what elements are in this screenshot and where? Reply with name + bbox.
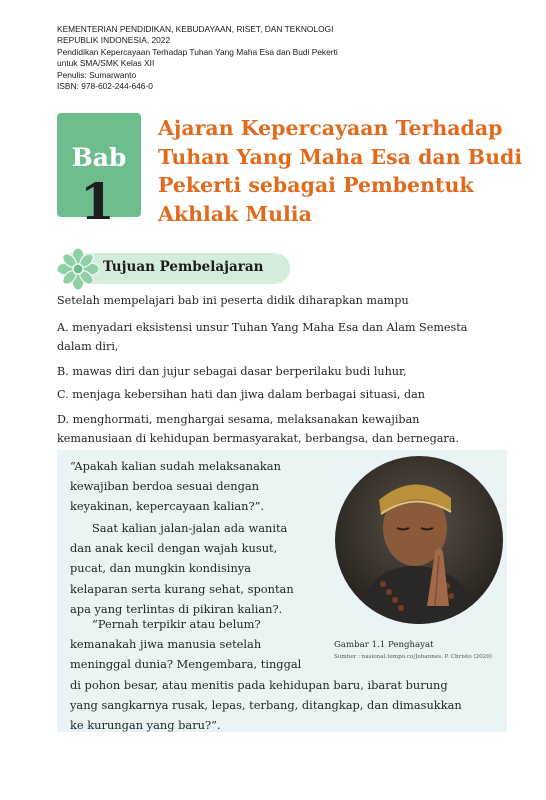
reflection-line: apa yang terlintas di pikiran kalian?. bbox=[70, 601, 283, 616]
reflection-line: ke kurungan yang baru?”. bbox=[70, 718, 221, 733]
goal-line: A. menyadari eksistensi unsur Tuhan Yang Maha Esa dan Alam Semesta bbox=[57, 321, 468, 334]
chapter-number: 1 bbox=[80, 172, 115, 231]
reflection-line: meninggal dunia? Mengembara, tinggal bbox=[70, 657, 302, 672]
goal-item-c bbox=[57, 385, 517, 404]
reflection-paragraph-3 bbox=[70, 614, 462, 735]
reflection-line: “Pernah terpikir atau belum? bbox=[92, 617, 261, 631]
header-line: Pendidikan Kepercayaan Terhadap Tuhan Yang Maha Esa dan Budi Pekerti bbox=[57, 46, 338, 57]
figure-source: Sumber : nasional.tempo.co/Johannes. P. Christo (2020) bbox=[334, 654, 492, 660]
title-line: Ajaran Kepercayaan Terhadap bbox=[158, 116, 503, 140]
chapter-title bbox=[158, 114, 528, 228]
title-line: Pekerti sebagai Pembentuk bbox=[158, 173, 474, 197]
goal-line: D. menghormati, menghargai sesama, melaksanakan kewajiban bbox=[57, 413, 420, 426]
goals-heading: Tujuan Pembelajaran bbox=[103, 259, 264, 275]
reflection-line: kemanakah jiwa manusia setelah bbox=[70, 637, 262, 652]
goal-item-d bbox=[57, 410, 517, 448]
header-line: REPUBLIK INDONESIA, 2022 bbox=[57, 35, 171, 46]
figure-photo bbox=[335, 456, 503, 624]
reflection-line: Saat kalian jalan-jalan ada wanita bbox=[92, 521, 288, 535]
reflection-line: pucat, dan mungkin kondisinya bbox=[70, 561, 252, 576]
book-header bbox=[57, 24, 497, 92]
title-line: Tuhan Yang Maha Esa dan Budi bbox=[158, 144, 523, 169]
goal-line: dalam diri, bbox=[57, 340, 119, 353]
reflection-paragraph-2 bbox=[70, 518, 294, 619]
reflection-line: yang sangkarnya rusak, lepas, terbang, ditangkap, dan dimasukkan bbox=[70, 697, 462, 712]
title-line: Akhlak Mulia bbox=[158, 201, 312, 226]
header-line: KEMENTERIAN PENDIDIKAN, KEBUDAYAAN, RISET, DAN TEKNOLOGI bbox=[57, 24, 334, 34]
praying-person-image bbox=[335, 456, 503, 624]
header-line: untuk SMA/SMK Kelas XII bbox=[57, 58, 155, 69]
reflection-line: keyakinan, kepercayaan kalian?”. bbox=[70, 499, 265, 514]
figure-caption: Gambar 1.1 Penghayat bbox=[334, 640, 434, 650]
header-line: ISBN: 978-602-244-646-0 bbox=[57, 81, 153, 92]
goal-line: kemanusiaan di kehidupan bermasyarakat, berbangsa, dan bernegara. bbox=[57, 432, 459, 445]
reflection-paragraph-1 bbox=[70, 456, 281, 517]
chapter-label: Bab bbox=[71, 143, 127, 172]
flower-emblem-icon bbox=[57, 248, 99, 290]
goal-item-b bbox=[57, 362, 517, 381]
goal-line: B. mawas diri dan jujur sebagai dasar berperilaku budi luhur, bbox=[57, 365, 407, 378]
goals-intro: Setelah mempelajari bab ini peserta didik diharapkan mampu bbox=[57, 294, 409, 307]
reflection-line: kelaparan serta kurang sehat, spontan bbox=[70, 581, 294, 596]
goal-line: C. menjaga kebersihan hati dan jiwa dalam berbagai situasi, dan bbox=[57, 388, 425, 401]
goal-item-a bbox=[57, 318, 517, 356]
reflection-line: di pohon besar, atau menitis pada kehidupan baru, ibarat burung bbox=[70, 677, 448, 692]
header-line: Penulis: Sumarwanto bbox=[57, 69, 137, 80]
reflection-line: kewajiban berdoa sesuai dengan bbox=[70, 479, 260, 494]
reflection-line: dan anak kecil dengan wajah kusut, bbox=[70, 541, 278, 556]
reflection-line: “Apakah kalian sudah melaksanakan bbox=[70, 459, 281, 473]
